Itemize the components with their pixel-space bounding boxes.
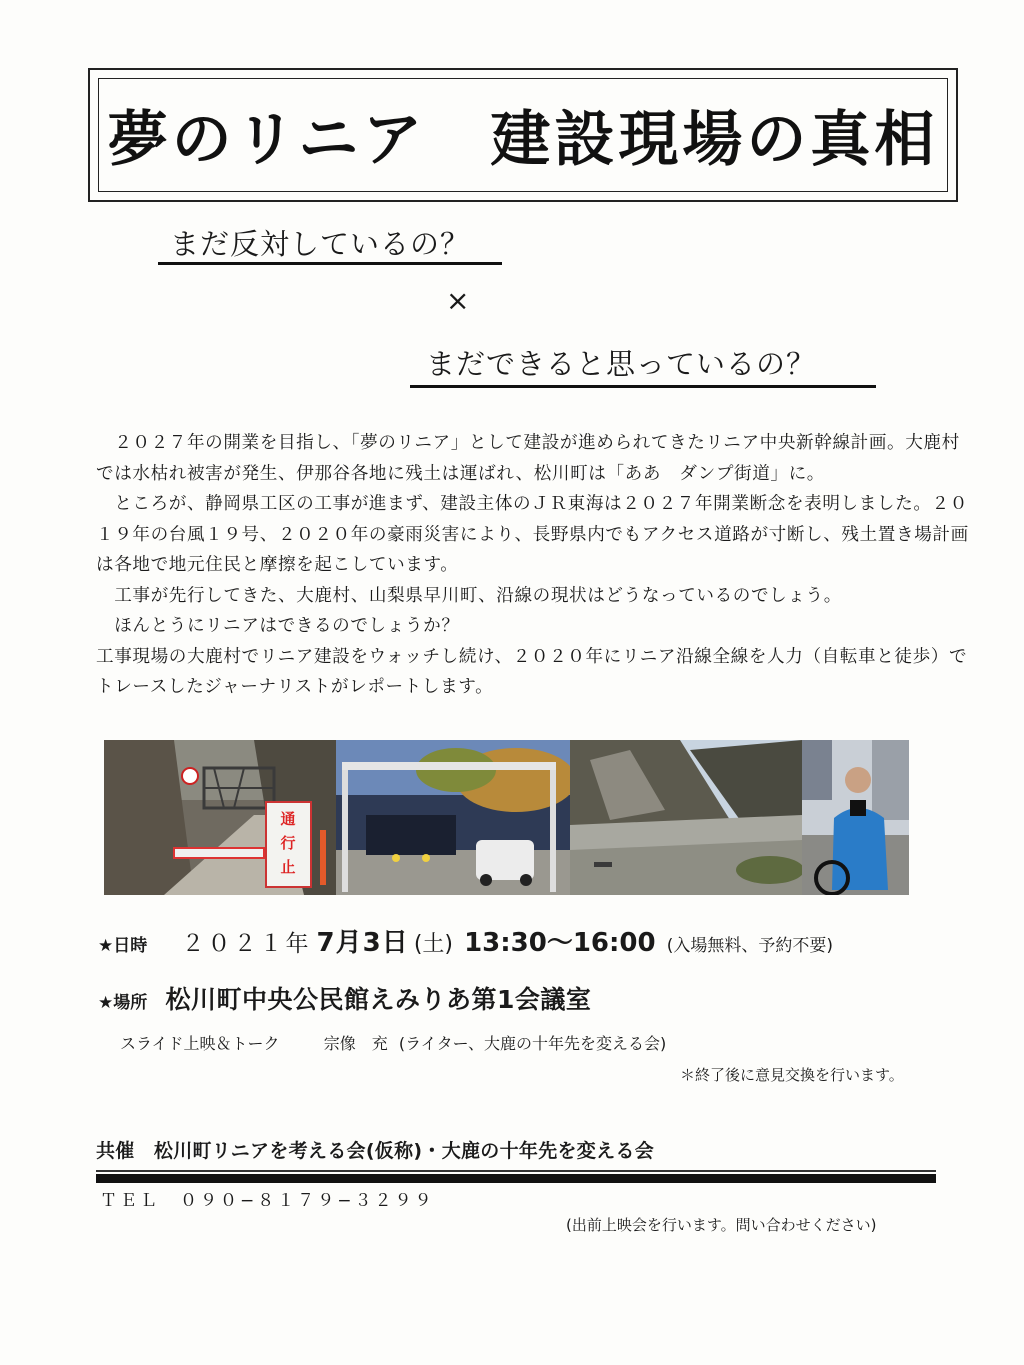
- sign-char-3: 止: [280, 858, 296, 876]
- event-date-row: [98, 922, 833, 959]
- paragraph: 工事現場の大鹿村でリニア建設をウォッチし続け、２０２０年にリニア沿線全線を人力（自転車と徒歩）でトレースしたジャーナリストがレポートします。: [96, 646, 968, 697]
- footer-note: (出前上映会を行います。問い合わせください): [566, 1216, 877, 1234]
- question-2-underline: [410, 385, 876, 388]
- title-box: [88, 68, 958, 202]
- date-month-day: 7月3日: [316, 928, 409, 958]
- date-label: ★日時: [98, 936, 148, 956]
- photo-strip: [104, 740, 909, 895]
- program-title: スライド上映＆トーク: [120, 1034, 280, 1053]
- tel-line: ＴＥＬ ０９０−８１７９−３２９９: [100, 1191, 435, 1211]
- photo-journalist: [802, 740, 909, 895]
- question-1: まだ反対しているの？: [170, 227, 471, 261]
- event-place-row: [98, 980, 591, 1016]
- speaker-note: (ライター、大鹿の十年先を変える会): [398, 1034, 667, 1053]
- paragraph: ２０２７年の開業を目指し、「夢のリニア」として建設が進められてきたリニア中央新幹線計画。大鹿村では水枯れ被害が発生、伊那谷各地に残土は運ばれ、松川町は「ああ ダンプ街道」に。: [96, 433, 960, 484]
- page-title: 夢のリニア 建設現場の真相: [107, 105, 939, 175]
- place-label: ★場所: [98, 993, 148, 1013]
- cohost-line: 共催 松川町リニアを考える会(仮称)・大鹿の十年先を変える会: [96, 1140, 654, 1162]
- cross-mark: ×: [446, 284, 470, 317]
- footer-rule-thick: [96, 1174, 936, 1183]
- paragraph: ところが、静岡県工区の工事が進まず、建設主体のＪＲ東海は２０２７年開業断念を表明しました。２０１９年の台風１９号、２０２０年の豪雨災害により、長野県内でもアクセス道路が寸断し、残土置き場計画は各地で地元住民と摩擦を起こしています。: [96, 494, 969, 575]
- photo-valley: [570, 740, 802, 895]
- date-time: 13:30〜16:00: [464, 928, 656, 958]
- date-weekday: (土): [413, 932, 453, 957]
- date-note: (入場無料、予約不要): [666, 936, 833, 956]
- paragraph: 工事が先行してきた、大鹿村、山梨県早川町、沿線の現状はどうなっているのでしょう。: [96, 585, 842, 606]
- date-year: ２０２１年: [181, 931, 312, 957]
- intro-text: [96, 428, 976, 703]
- photo-road-closed: [104, 740, 336, 895]
- footer-rule-thin: [96, 1170, 936, 1172]
- program-row: [120, 1031, 666, 1054]
- speaker-name: 宗像 充: [323, 1034, 388, 1053]
- sign-char-1: 通: [280, 810, 296, 828]
- place-name: 松川町中央公民館えみりあ第1会議室: [165, 985, 592, 1014]
- title-inner-frame: [98, 78, 948, 192]
- question-1-underline: [158, 262, 502, 265]
- question-2: まだできると思っているの？: [426, 347, 817, 381]
- after-note: ＊終了後に意見交換を行います。: [680, 1066, 904, 1084]
- sign-char-2: 行: [280, 834, 296, 852]
- photo-construction-gate: [336, 740, 570, 895]
- paragraph: ほんとうにリニアはできるのでしょうか？: [96, 616, 460, 636]
